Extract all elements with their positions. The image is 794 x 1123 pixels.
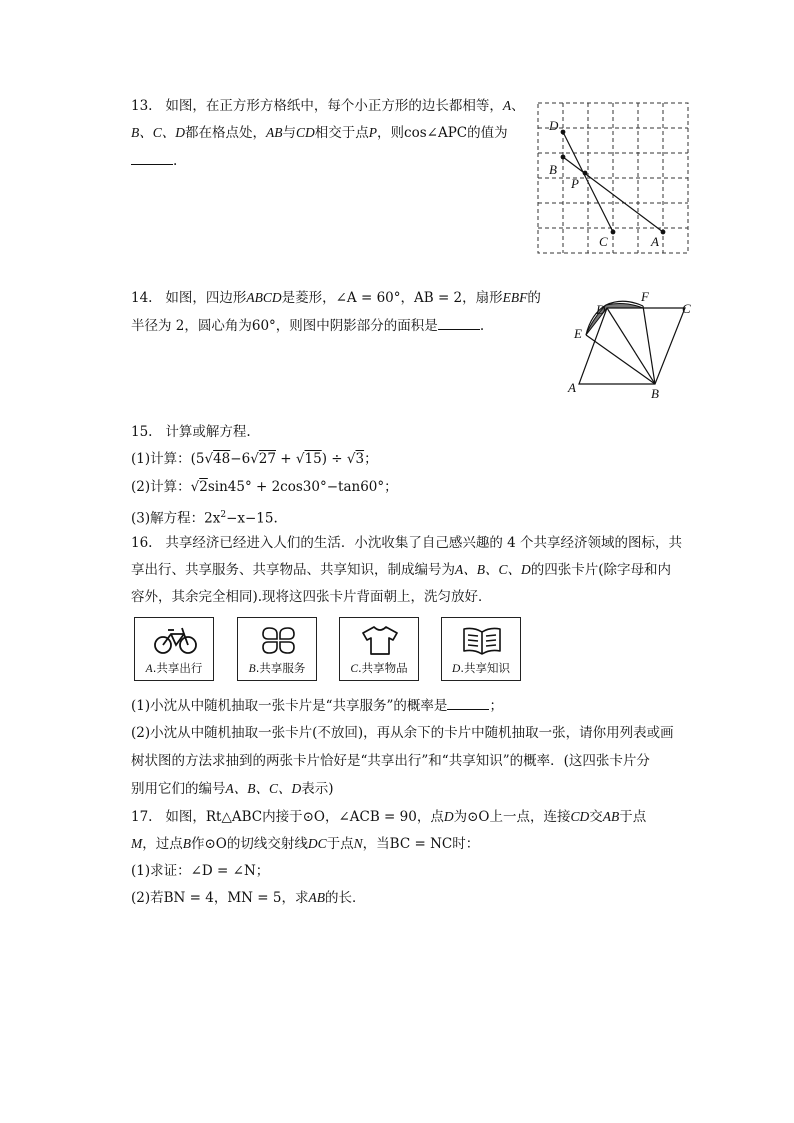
point-p	[583, 171, 588, 176]
radius-be	[586, 335, 655, 384]
q17-number: 17.	[131, 809, 153, 825]
q13-line2: B、C、D都在格点处，AB与CD相交于点P，则cos∠APC的值为	[131, 125, 508, 141]
sqrt-symbol: √	[295, 451, 305, 467]
point-c	[611, 230, 616, 235]
label-b: B	[651, 386, 659, 401]
clover-icon	[238, 624, 318, 660]
q15-part3: (3)解方程：$2x^2-x-15$.	[131, 510, 278, 527]
label-a: A	[568, 380, 576, 395]
q17-part2: (2)若BN = 4，MN = 5，求AB的长．	[131, 890, 366, 906]
answer-blank	[438, 315, 480, 330]
card-c: C.共享物品	[339, 617, 419, 681]
q16-line2: 享出行、共享服务、共享物品、共享知识，制成编号为A、B、C、D的四张卡片(除字母和内	[131, 562, 672, 578]
label-d: D	[549, 118, 559, 133]
q15-number: 15.	[131, 424, 153, 440]
q15-part2: (2)计算：√2sin45° + 2cos30°−tan60°；	[131, 479, 398, 495]
label-c: C	[682, 301, 691, 316]
label-e: E	[574, 326, 582, 341]
q16-part2-line2: 树状图的方法求抽到的两张卡片恰好是“共享出行”和“共享知识”的概率．(这四张卡片分	[131, 753, 650, 769]
sqrt-symbol: √	[190, 479, 200, 495]
label-b: B	[549, 162, 557, 177]
q13-line1: 13. 如图，在正方形方格纸中，每个小正方形的边长都相等，A、	[131, 98, 525, 114]
q13-grid-figure	[538, 103, 698, 263]
label-p: P	[571, 176, 579, 191]
sqrt-symbol: √	[204, 451, 214, 467]
q15-title: 15. 计算或解方程.	[131, 424, 251, 440]
q14-line2: 半径为 2，圆心角为60°，则图中阴影部分的面积是 .	[131, 315, 484, 336]
q15-part1: (1)计算：(5√48−6√27 + √15) ÷ √3；	[131, 451, 378, 467]
bicycle-icon	[135, 624, 215, 660]
point-b	[561, 155, 566, 160]
q13-line3: .	[131, 150, 177, 171]
q17-part1: (1)求证：∠D = ∠N；	[131, 863, 270, 879]
q16-part1: (1)小沈从中随机抽取一张卡片是“共享服务”的概率是 ；	[131, 695, 503, 716]
card-a: A.共享出行	[134, 617, 214, 681]
radius-bf	[643, 306, 655, 384]
sqrt-symbol: √	[250, 451, 259, 467]
q17-line2: M，过点B作⊙O的切线交射线DC于点N，当BC = NC时：	[131, 836, 480, 852]
q13-number: 13.	[131, 98, 153, 114]
label-c: C	[599, 234, 608, 249]
q14-number: 14.	[131, 290, 153, 306]
q14-rhombus-figure	[565, 288, 715, 408]
card-d: D.共享知识	[441, 617, 521, 681]
diagonal-bd	[607, 308, 655, 384]
q14-line1: 14. 如图，四边形ABCD是菱形，∠A = 60°，AB = 2，扇形EBF的	[131, 290, 541, 306]
q16-line1: 16. 共享经济已经进入人们的生活．小沈收集了自己感兴趣的 4 个共享经济领域的图标，共	[131, 535, 683, 551]
card-b: B.共享服务	[237, 617, 317, 681]
label-a: A	[651, 234, 659, 249]
label-f: F	[641, 289, 649, 304]
point-a	[661, 230, 666, 235]
book-icon	[442, 624, 522, 660]
label-d: D	[596, 302, 606, 317]
q17-line1: 17. 如图，Rt△ABC内接于⊙O，∠ACB = 90，点D为⊙O上一点，连接CD交AB于点	[131, 809, 647, 825]
point-d	[561, 130, 566, 135]
tshirt-icon	[340, 624, 420, 660]
answer-blank	[447, 695, 489, 710]
answer-blank	[131, 150, 173, 165]
sqrt-symbol: √	[346, 451, 356, 467]
q16-part2-line1: (2)小沈从中随机抽取一张卡片(不放回)，再从余下的卡片中随机抽取一张，请你用列表或画	[131, 725, 674, 741]
q16-line3: 容外，其余完全相同).现将这四张卡片背面朝上，洗匀放好．	[131, 589, 492, 605]
q16-part2-line3: 别用它们的编号A、B、C、D表示)	[131, 781, 334, 797]
q16-number: 16.	[131, 535, 153, 551]
